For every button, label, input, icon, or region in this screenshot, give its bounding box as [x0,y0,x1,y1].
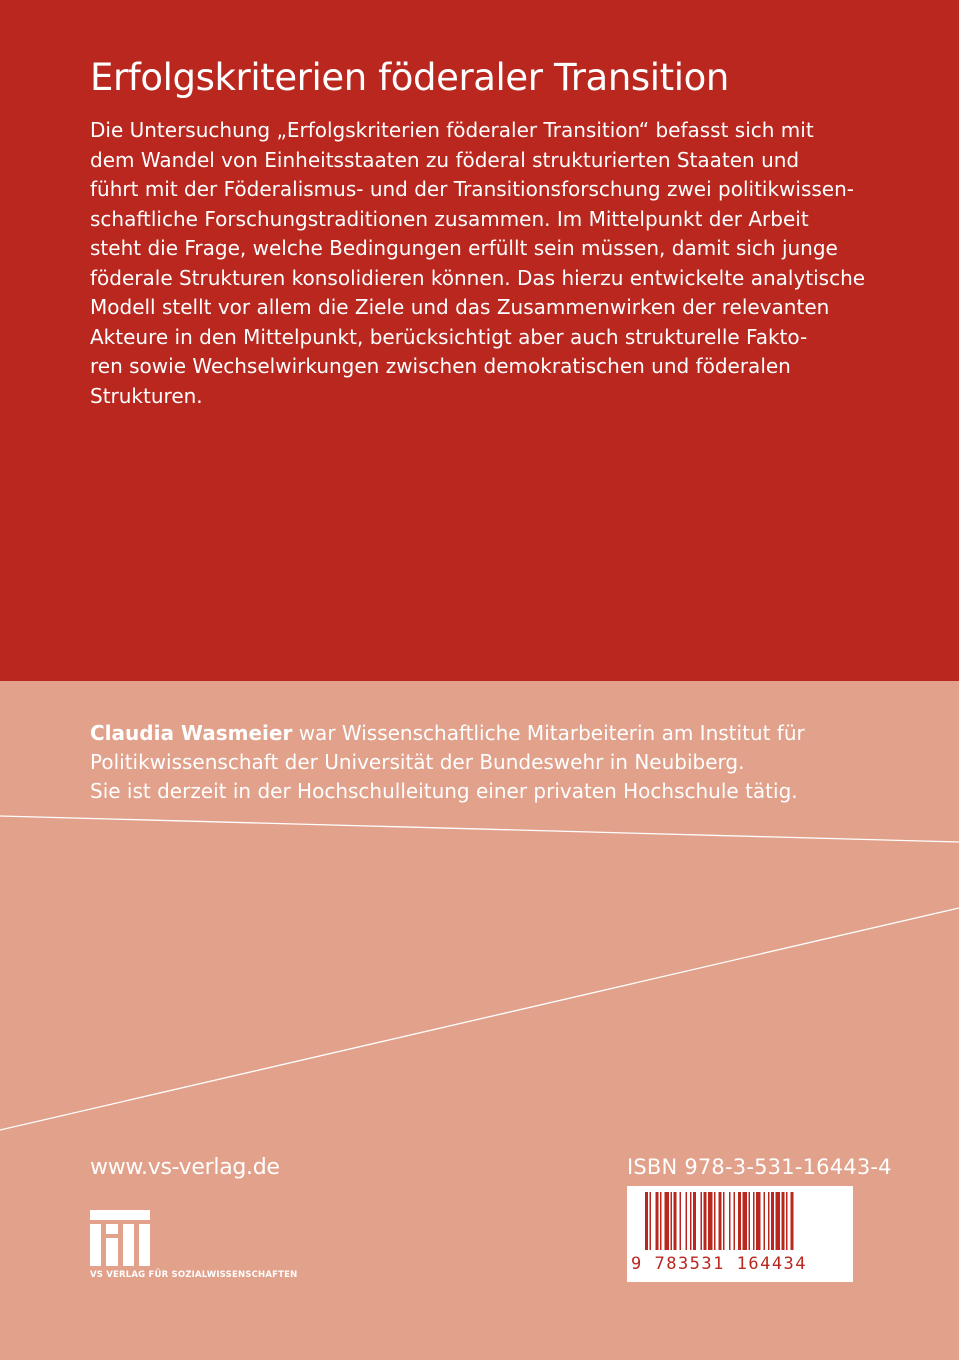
description-line: dem Wandel von Einheitsstaaten zu föderal strukturierten Staaten und [90,147,800,172]
barcode-bar [674,1192,677,1250]
author-bio [90,719,870,806]
barcode-bar [753,1192,755,1250]
barcode-bar [693,1192,696,1250]
barcode-bar [690,1192,692,1250]
barcode-bar [743,1192,748,1250]
barcode-bar [714,1192,716,1250]
barcode-bar [771,1192,774,1250]
barcode-bar [791,1192,794,1250]
book-title: Erfolgskriterien föderaler Transition [90,56,729,99]
barcode-bar [768,1192,770,1250]
barcode-bar [734,1192,736,1250]
barcode-bar [665,1192,670,1250]
author-bio-line [90,719,870,748]
author-bio-line: Sie ist derzeit in der Hochschulleitung einer privaten Hochschule tätig. [90,779,798,803]
publisher-url[interactable]: www.vs-verlag.de [90,1155,280,1180]
isbn-label: ISBN 978-3-531-16443-4 [627,1155,892,1179]
barcode-bar [749,1192,751,1250]
barcode-bar [729,1192,731,1250]
vs-verlag-logo-icon [90,1210,150,1266]
barcode-bar [764,1192,766,1250]
barcode-bar [719,1192,722,1250]
isbn-barcode [627,1186,853,1282]
description-line: Akteure in den Mittelpunkt, berücksichtigt aber auch strukturelle Fakto- [90,324,808,349]
upper-diagonal-line [0,816,959,842]
barcode-bar [704,1192,707,1250]
description-line: schaftliche Forschungstraditionen zusammen. Im Mittelpunkt der Arbeit [90,206,809,231]
description-line: Modell stellt vor allem die Ziele und das Zusammenwirken der relevanten [90,295,830,319]
description-line: ren sowie Wechselwirkungen zwischen demokratischen und föderalen [90,354,791,378]
barcode-bar [708,1192,713,1250]
barcode-digits: 9 783531 164434 [631,1254,808,1274]
barcode-bar [786,1192,788,1250]
description-line: Die Untersuchung „Erfolgskriterien föderaler Transition“ befasst sich mit [90,118,814,142]
barcode-bar [686,1192,688,1250]
barcode-bar [782,1192,785,1250]
author-bio-text: war Wissenschaftliche Mitarbeiterin am Institut für [292,721,805,745]
description-line: steht die Frage, welche Bedingungen erfüllt sein müssen, damit sich junge [90,236,838,260]
book-description [90,116,870,411]
author-name: Claudia Wasmeier [90,721,293,745]
barcode-bar [650,1192,652,1250]
description-line: föderale Strukturen konsolidieren können. Das hierzu entwickelte analytische [90,265,866,290]
barcode-bar [756,1192,761,1250]
barcode-bar [776,1192,781,1250]
barcode-bar [723,1192,725,1250]
barcode-bar [645,1192,648,1250]
description-line: Strukturen. [90,383,203,408]
barcode-bar [671,1192,673,1250]
publisher-logo [90,1210,330,1290]
publisher-logo-text: VS VERLAG FÜR SOZIALWISSENSCHAFTEN [90,1270,298,1280]
barcode-bar [701,1192,703,1250]
author-bio-line: Politikwissenschaft der Universität der Bundeswehr in Neubiberg. [90,750,745,774]
description-line: führt mit der Föderalismus- und der Transitionsforschung zwei politikwissen- [90,177,854,201]
lower-diagonal-line [0,908,959,1130]
barcode-bar [656,1192,659,1250]
barcode-bar [680,1192,682,1250]
barcode-bar [738,1192,741,1250]
barcode-bar [660,1192,662,1250]
